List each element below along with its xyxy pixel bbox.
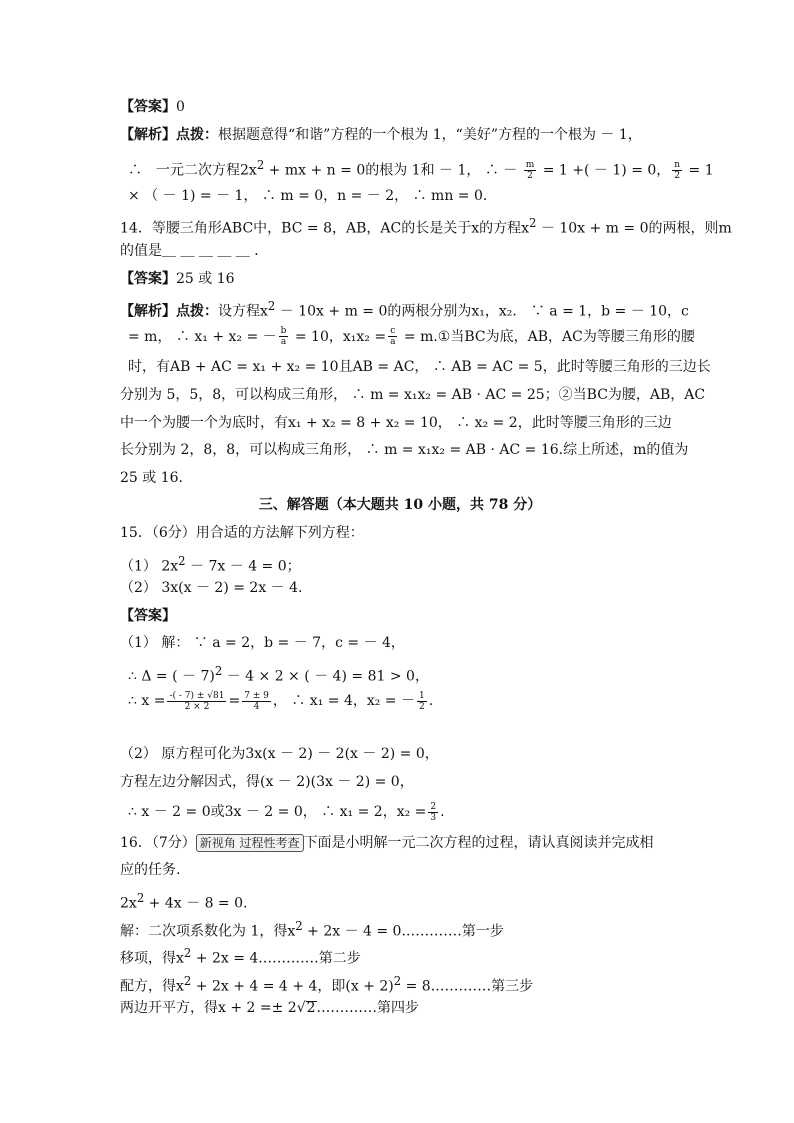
q16-step3 [120,970,680,995]
exponent: 2 [136,891,145,906]
fraction-numerator: c [388,326,397,337]
q15-text: － 7x － 4 = 0； [185,558,301,575]
q16-step1 [120,915,680,940]
q14-analysis-line2 [120,323,695,351]
analysis-label: 【解析】 [120,303,176,320]
q15-text: 方程左边分解因式，得(x － 2)(3x － 2) = 0， [120,773,414,790]
fraction-denominator: 3 [430,812,437,823]
q13-text: × （ － 1) = － 1， ∴ m = 0，n = － 2， ∴ mn = 0. [128,187,488,204]
fraction-denominator: 4 [253,701,260,712]
exponent: 2 [295,918,303,933]
q16-text: 下面是小明解一元二次方程的过程，请认真阅读并完成相 [303,834,654,851]
analysis-label: 【解析】 [120,126,176,143]
fraction-b-over-a [279,326,289,347]
q14-stem-line2 [120,240,680,262]
q13-text: ∴ 一元二次方程2x [128,162,257,179]
q14-text: － 10x + m = 0的两根分别为x₁，x₂． ∵ a = 1，b = － 10，c [275,303,689,320]
section-title: 三、解答题（本大题共 10 小题，共 78 分） [258,497,542,514]
q13-answer: 0 [176,99,185,115]
q14-analysis-line1 [120,295,689,320]
fraction-2-over-3 [428,802,438,823]
fraction-7pm9-over-4 [242,691,271,712]
q15-stem [120,522,680,544]
q14-text: 分别为 5，5，8，可以构成三角形， ∴ m = x₁x₂ = AB · AC = 25；②当BC为腰，AB，AC [120,386,706,403]
exponent: 2 [267,299,276,314]
q16-text: 配方，得x [120,978,184,995]
q14-analysis-line3 [120,356,711,378]
exponent: 2 [178,553,186,568]
fraction-numerator: 7 ± 9 [244,690,269,701]
q14-analysis-line6 [120,439,689,461]
fraction-numerator: 1 [419,690,425,701]
q15-solution-line5 [120,771,680,793]
hint-label: 点拨： [176,126,218,143]
fraction-denominator: a [390,337,396,348]
answer-label: 【答案】 [120,270,176,287]
fraction-numerator: -( - 7) ± √81 [169,690,225,701]
fraction-quadratic-formula [167,691,226,712]
q16-text: + 2x － 4 = 0.…………第一步 [302,923,504,940]
q16-stem-line2 [120,859,680,881]
q16-step2 [120,942,680,967]
answer-label: 【答案】 [120,99,176,115]
fraction-m-over-2 [524,160,537,181]
q14-answer: 25 或 16 [176,270,235,287]
q16-text: .…………第四步 [316,1000,419,1017]
q16-text: 应的任务. [120,862,181,879]
q15-solution-line3 [120,687,680,715]
q14-text: 时，有AB + AC = x₁ + x₂ = 10且AB = AC， ∴ AB = AC = 5，此时等腰三角形的三边长 [128,359,711,376]
q15-answer-label-line [120,605,680,627]
q15-text: . [440,804,445,821]
q15-solution-line2 [120,660,680,685]
q15-text: ， ∴ x₁ = 4，x₂ = － [272,693,415,710]
q15-text: = [228,693,241,710]
q15-text: （1） 2x [120,558,179,575]
q14-text: = 10，x₁x₂ = [290,328,387,345]
q15-text: ∴ Δ = ( － 7) [128,668,215,685]
sqrt-symbol: √ [296,1000,306,1017]
q16-text: 2x [120,895,137,912]
q13-text: = 1 +( － 1) = 0， [538,162,671,179]
fraction-denominator: 2 [527,171,533,182]
fraction-denominator: 2 × 2 [184,701,210,712]
radicand: 2 [306,1000,316,1017]
q14-text: = m， ∴ x₁ + x₂ = － [128,328,277,345]
q15-text: （1） 解： ∵ a = 2，b = － 7，c = － 4， [120,635,405,652]
exponent: 2 [256,158,265,173]
q13-answer-line [120,96,680,118]
q15-solution-line6 [120,798,680,826]
fraction-denominator: a [280,337,287,348]
exponent: 2 [183,973,192,988]
q15-text: 15．（6分）用合适的方法解下列方程： [120,524,364,541]
fraction-numerator: n [674,160,681,171]
q16-text: + 4x － 8 = 0. [144,895,248,912]
q14-text: 25 或 16. [120,469,183,486]
q15-text: （2） 3x(x － 2) = 2x － 4. [120,580,303,597]
q16-step4 [120,997,680,1019]
q14-stem: 的值是＿ ＿ ＿ ＿ ＿ ． [120,242,269,259]
fraction-denominator: 2 [419,701,425,712]
q15-text: ∴ x － 2 = 0或3x － 2 = 0， ∴ x₁ = 2，x₂ = [128,804,427,821]
q15-part1 [120,550,680,575]
q16-text: = 8.…………第三步 [401,978,534,995]
q16-text: 16．（7分） [120,834,196,851]
spacer [120,721,680,743]
fraction-denominator: 2 [674,171,681,182]
answer-label: 【答案】 [120,607,176,624]
exponent: 2 [214,663,223,678]
exponent: 2 [183,946,192,961]
q15-text: （2） 原方程可化为3x(x － 2) － 2(x － 2) = 0， [120,746,439,763]
q13-analysis-line3 [120,185,680,207]
q15-solution-line1 [120,632,680,654]
fraction-numerator: m [525,160,535,171]
document-page [120,96,732,1025]
q15-text: . [428,693,434,710]
q14-text: 中一个为腰一个为底时，有x₁ + x₂ = 8 + x₂ = 10， ∴ x₂ = 2，此时等腰三角形的三边 [120,414,672,431]
q16-text: 移项，得x [120,950,184,967]
fraction-numerator: b [280,326,287,337]
exponent: 2 [529,216,537,231]
q13-text: = 1 [684,162,714,179]
hint-label: 点拨： [176,303,218,320]
q14-answer-line [120,268,680,290]
exponent: 2 [393,973,402,988]
q14-analysis-line4 [120,384,706,406]
q15-solution-line4 [120,743,680,765]
q15-text: － 4 × 2 × ( － 4) = 81 > 0， [222,668,429,685]
q14-text: = m.①当BC为底，AB，AC为等腰三角形的腰 [399,328,695,345]
q16-text: + 2x = 4.…………第二步 [191,950,361,967]
q13-text: + mx + n = 0的根为 1和 － 1， ∴ － [264,162,518,179]
q16-text: 解：二次项系数化为 1，得x [120,923,296,940]
q13-analysis-text1: 根据题意得“和谐”方程的一个根为 1，“美好”方程的一个根为 － 1， [218,126,642,143]
q14-text: 长分别为 2，8，8，可以构成三角形， ∴ m = x₁x₂ = AB · AC = 16.综上所述，m的值为 [120,442,689,459]
q15-part2 [120,577,680,599]
q14-text: 设方程x [218,303,268,320]
fraction-n-over-2 [672,160,682,181]
q16-text: 两边开平方，得x + 2 =± 2 [120,1000,297,1017]
q15-text: ∴ x = [128,693,166,710]
q13-analysis-line2 [120,151,714,182]
q14-analysis-line5 [120,412,680,434]
fraction-1-over-2 [417,691,427,712]
q14-stem-line1 [120,212,732,238]
q14-analysis-line7 [120,467,680,489]
q14-stem: － 10x + m = 0的两根，则m [536,221,732,238]
q14-stem: 14．等腰三角形ABC中，BC = 8，AB，AC的长是关于x的方程x [120,221,529,238]
q16-equation [120,887,680,912]
fraction-c-over-a [388,326,397,347]
q13-analysis-line1 [120,124,680,146]
q16-text: + 2x + 4 = 4 + 4，即(x + 2) [191,978,394,995]
q16-stem-line1 [120,832,680,854]
new-perspective-badge: 新视角 过程性考查 [196,834,304,852]
fraction-numerator: 2 [430,801,437,812]
